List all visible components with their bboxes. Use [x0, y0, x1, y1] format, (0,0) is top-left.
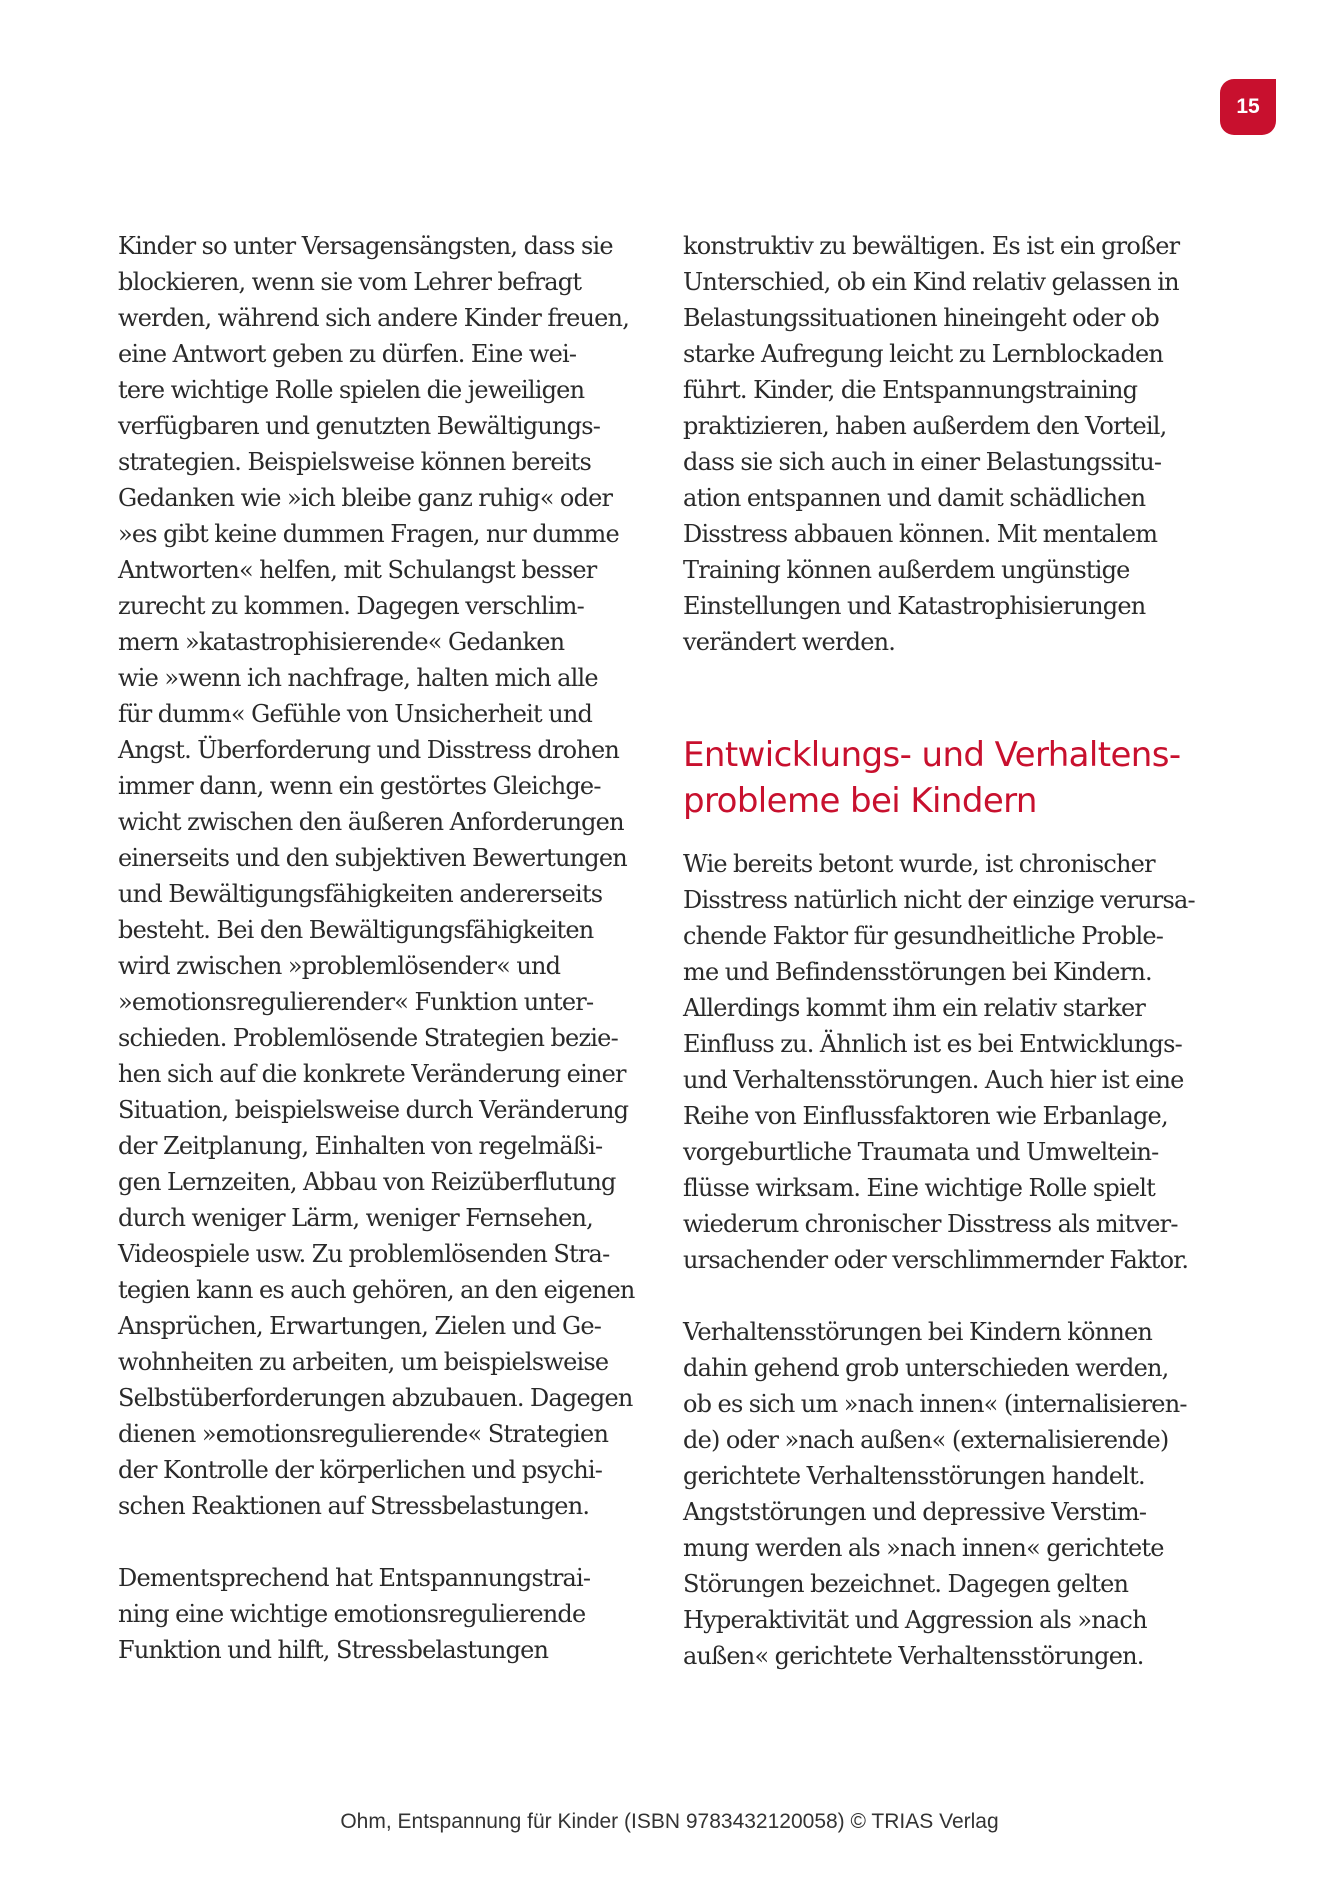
- text-line: Wie bereits betont wurde, ist chronischer: [683, 850, 1155, 878]
- text-line: Unterschied, ob ein Kind relativ gelassen in: [683, 268, 1179, 296]
- text-line: Disstress abbauen können. Mit mentalem: [683, 520, 1158, 548]
- text-line: ation entspannen und damit schädlichen: [683, 484, 1146, 512]
- text-line: führt. Kinder, die Entspannungstraining: [683, 376, 1138, 404]
- text-line: mern »katastrophisierende« Gedanken: [118, 628, 565, 656]
- text-line: verändert werden.: [683, 628, 896, 656]
- text-line: Selbstüberforderungen abzubauen. Dagegen: [118, 1384, 633, 1412]
- text-line: zurecht zu kommen. Dagegen verschlim-: [118, 592, 584, 620]
- text-line: chende Faktor für gesundheitliche Proble-: [683, 922, 1164, 950]
- text-line: Funktion und hilft, Stressbelastungen: [118, 1636, 549, 1664]
- text-line: Dementsprechend hat Entspannungstrai-: [118, 1564, 591, 1592]
- text-line: werden, während sich andere Kinder freuen,: [118, 304, 630, 332]
- text-line: Verhaltensstörungen bei Kindern können: [683, 1318, 1153, 1346]
- page-number-badge: 15: [1220, 79, 1276, 135]
- text-line: für dumm« Gefühle von Unsicherheit und: [118, 700, 593, 728]
- text-line: Einstellungen und Katastrophisierungen: [683, 592, 1146, 620]
- text-line: ob es sich um »nach innen« (internalisieren-: [683, 1390, 1187, 1418]
- text-line: immer dann, wenn ein gestörtes Gleichge-: [118, 772, 601, 800]
- text-line: Belastungssituationen hineingeht oder ob: [683, 304, 1159, 332]
- text-line: me und Befindensstörungen bei Kindern.: [683, 958, 1152, 986]
- text-line: ning eine wichtige emotionsregulierende: [118, 1600, 586, 1628]
- text-line: gen Lernzeiten, Abbau von Reizüberflutung: [118, 1168, 616, 1196]
- page-footer: Ohm, Entspannung für Kinder (ISBN 9783432120058) © TRIAS Verlag: [340, 1810, 999, 1833]
- text-line: Situation, beispielsweise durch Veränderung: [118, 1096, 629, 1124]
- text-line: wohnheiten zu arbeiten, um beispielsweise: [118, 1348, 609, 1376]
- text-line: Kinder so unter Versagensängsten, dass sie: [118, 232, 613, 260]
- text-line: durch weniger Lärm, weniger Fernsehen,: [118, 1204, 593, 1232]
- text-line: praktizieren, haben außerdem den Vorteil,: [683, 412, 1167, 440]
- text-line: verfügbaren und genutzten Bewältigungs-: [118, 412, 601, 440]
- text-line: starke Aufregung leicht zu Lernblockaden: [683, 340, 1164, 368]
- text-line: hen sich auf die konkrete Veränderung einer: [118, 1060, 626, 1088]
- text-line: dahin gehend grob unterschieden werden,: [683, 1354, 1169, 1382]
- text-line: blockieren, wenn sie vom Lehrer befragt: [118, 268, 582, 296]
- text-line: tere wichtige Rolle spielen die jeweiligen: [118, 376, 585, 404]
- right-column: [683, 228, 1218, 1674]
- text-line: Angst. Überforderung und Disstress drohen: [118, 736, 620, 764]
- text-line: gerichtete Verhaltensstörungen handelt.: [683, 1462, 1145, 1490]
- text-line: der Kontrolle der körperlichen und psychi-: [118, 1456, 603, 1484]
- text-line: Entwicklungs- und Verhaltens-: [683, 735, 1181, 775]
- text-line: Allerdings kommt ihm ein relativ starker: [683, 994, 1146, 1022]
- left-column: [118, 228, 653, 1668]
- text-line: dienen »emotionsregulierende« Strategien: [118, 1420, 609, 1448]
- text-line: Reihe von Einflussfaktoren wie Erbanlage,: [683, 1102, 1168, 1130]
- paragraph: [118, 228, 653, 1524]
- text-line: der Zeitplanung, Einhalten von regelmäßi-: [118, 1132, 603, 1160]
- text-line: schieden. Problemlösende Strategien bezie-: [118, 1024, 618, 1052]
- paragraph: [683, 1314, 1218, 1674]
- paragraph: [118, 1560, 653, 1668]
- text-line: außen« gerichtete Verhaltensstörungen.: [683, 1642, 1144, 1670]
- text-line: wie »wenn ich nachfrage, halten mich alle: [118, 664, 598, 692]
- text-line: und Verhaltensstörungen. Auch hier ist eine: [683, 1066, 1184, 1094]
- text-line: »es gibt keine dummen Fragen, nur dumme: [118, 520, 619, 548]
- text-line: dass sie sich auch in einer Belastungssitu-: [683, 448, 1162, 476]
- text-line: »emotionsregulierender« Funktion unter-: [118, 988, 594, 1016]
- text-line: Antworten« helfen, mit Schulangst besser: [118, 556, 597, 584]
- text-line: flüsse wirksam. Eine wichtige Rolle spielt: [683, 1174, 1155, 1202]
- text-line: ursachender oder verschlimmernder Faktor.: [683, 1246, 1189, 1274]
- text-line: Ansprüchen, Erwartungen, Zielen und Ge-: [118, 1312, 602, 1340]
- text-line: einerseits und den subjektiven Bewertungen: [118, 844, 627, 872]
- text-line: eine Antwort geben zu dürfen. Eine wei-: [118, 340, 577, 368]
- text-line: vorgeburtliche Traumata und Umweltein-: [683, 1138, 1159, 1166]
- paragraph: [683, 846, 1218, 1278]
- paragraph: [683, 228, 1218, 660]
- section-heading: [683, 732, 1218, 824]
- text-line: schen Reaktionen auf Stressbelastungen.: [118, 1492, 590, 1520]
- text-line: tegien kann es auch gehören, an den eigenen: [118, 1276, 635, 1304]
- text-line: wicht zwischen den äußeren Anforderungen: [118, 808, 624, 836]
- text-line: wird zwischen »problemlösender« und: [118, 952, 561, 980]
- text-line: besteht. Bei den Bewältigungsfähigkeiten: [118, 916, 594, 944]
- text-line: probleme bei Kindern: [683, 781, 1037, 821]
- text-line: Videospiele usw. Zu problemlösenden Stra-: [118, 1240, 610, 1268]
- text-line: de) oder »nach außen« (externalisierende): [683, 1426, 1169, 1454]
- text-line: Gedanken wie »ich bleibe ganz ruhig« oder: [118, 484, 613, 512]
- text-line: strategien. Beispielsweise können bereits: [118, 448, 591, 476]
- text-line: Störungen bezeichnet. Dagegen gelten: [683, 1570, 1129, 1598]
- text-line: Disstress natürlich nicht der einzige verursa-: [683, 886, 1195, 914]
- text-line: konstruktiv zu bewältigen. Es ist ein großer: [683, 232, 1180, 260]
- text-line: wiederum chronischer Disstress als mitver-: [683, 1210, 1178, 1238]
- text-line: Angststörungen und depressive Verstim-: [683, 1498, 1147, 1526]
- text-line: Training können außerdem ungünstige: [683, 556, 1130, 584]
- text-line: mung werden als »nach innen« gerichtete: [683, 1534, 1164, 1562]
- text-line: und Bewältigungsfähigkeiten andererseits: [118, 880, 603, 908]
- text-line: Einfluss zu. Ähnlich ist es bei Entwicklungs-: [683, 1030, 1182, 1058]
- text-line: Hyperaktivität und Aggression als »nach: [683, 1606, 1147, 1634]
